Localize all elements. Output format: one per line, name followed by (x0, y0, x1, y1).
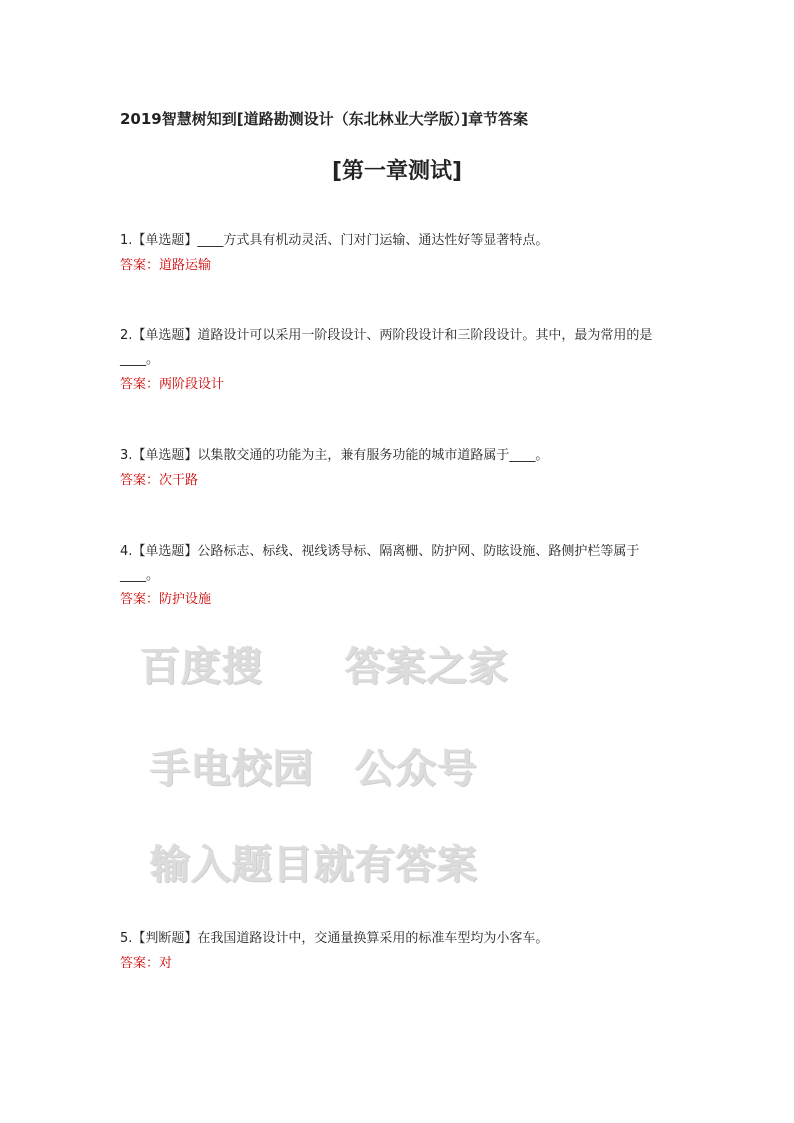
answer-4: 答案：防护设施 (120, 592, 212, 607)
answer-1: 答案：道路运输 (120, 258, 212, 273)
answer-5: 答案：对 (120, 956, 173, 971)
question-type: 【判断题】 (132, 931, 198, 946)
watermark (0, 620, 794, 900)
question-1 (120, 229, 676, 253)
question-type: 【单选题】 (132, 448, 198, 463)
chapter-title: [第一章测试] (331, 159, 463, 184)
question-type: 【单选题】 (132, 233, 198, 248)
question-type: 【单选题】 (132, 328, 198, 343)
question-text: 道路设计可以采用一阶段设计、两阶段设计和三阶段设计。其中，最为常用的是____。 (120, 328, 653, 367)
answer-3: 答案：次干路 (120, 473, 199, 488)
question-text: 公路标志、标线、视线诱导标、隔离栅、防护网、防眩设施、路侧护栏等属于____。 (120, 544, 640, 583)
question-text: 以集散交通的功能为主，兼有服务功能的城市道路属于____。 (197, 448, 549, 463)
question-3 (120, 444, 676, 468)
question-number: 5. (120, 931, 133, 946)
document-title: 2019智慧树知到[道路勘测设计（东北林业大学版）]章节答案 (120, 110, 528, 128)
answer-2: 答案：两阶段设计 (120, 377, 225, 392)
question-type: 【单选题】 (132, 544, 198, 559)
question-2 (120, 324, 676, 372)
question-4 (120, 540, 676, 588)
question-number: 1. (120, 233, 133, 248)
watermark-line: 百度搜 答案之家 (140, 644, 509, 690)
question-5 (120, 927, 676, 951)
watermark-line: 手电校园 公众号 (150, 746, 478, 792)
question-number: 3. (120, 448, 133, 463)
watermark-line: 输入题目就有答案 (150, 842, 478, 888)
question-text: 在我国道路设计中，交通量换算采用的标准车型均为小客车。 (197, 931, 549, 946)
question-number: 2. (120, 328, 133, 343)
question-number: 4. (120, 544, 133, 559)
question-text: ____方式具有机动灵活、门对门运输、通达性好等显著特点。 (197, 233, 549, 248)
